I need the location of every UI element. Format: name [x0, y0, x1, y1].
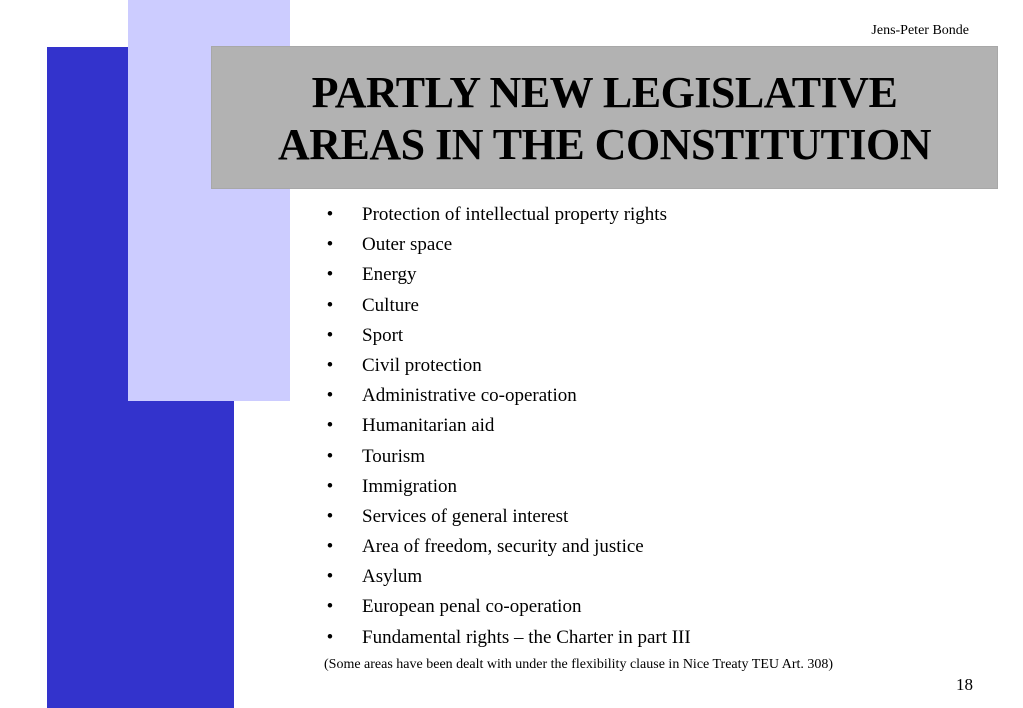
bullet-icon: • [326, 536, 334, 558]
list-item-text: Administrative co-operation [362, 385, 577, 407]
slide-title [212, 67, 997, 171]
bullet-icon: • [326, 264, 334, 286]
footnote: (Some areas have been dealt with under the flexibility clause in Nice Treaty TEU Art. 308) [324, 657, 834, 672]
list-item-text: Humanitarian aid [362, 415, 495, 437]
bullet-icon: • [326, 626, 334, 648]
list-item-text: Protection of intellectual property rights [362, 204, 667, 225]
list-item-text: European penal co-operation [362, 596, 582, 618]
list-item-text: Civil protection [362, 354, 482, 376]
bullet-icon: • [326, 204, 334, 225]
bullet-icon: • [326, 566, 334, 588]
bullet-icon: • [326, 445, 334, 467]
list-item-text: Services of general interest [362, 505, 569, 527]
slide-title-line-2: AREAS IN THE CONSTITUTION [278, 120, 931, 169]
list-item-text: Outer space [362, 234, 453, 256]
bullet-icon: • [326, 234, 334, 256]
bullet-icon: • [326, 596, 334, 618]
list-item-text: Asylum [362, 566, 423, 588]
bullet-icon: • [326, 475, 334, 497]
bullet-icon: • [326, 354, 334, 376]
list-item-text: Energy [362, 264, 417, 286]
bullet-icon: • [326, 385, 334, 407]
title-box [212, 47, 997, 188]
bullet-icon: • [326, 505, 334, 527]
bullet-icon: • [326, 294, 334, 316]
list-item-text: Sport [362, 324, 404, 346]
slide-title-line-1: PARTLY NEW LEGISLATIVE [311, 68, 898, 117]
list-item-text: Fundamental rights – the Charter in part III [362, 626, 691, 648]
list-item-text: Culture [362, 294, 419, 316]
page-number: 18 [956, 675, 973, 694]
list-item-text: Tourism [362, 445, 426, 467]
list-item-text: Immigration [362, 475, 457, 497]
bullet-icon: • [326, 415, 334, 437]
author-name: Jens-Peter Bonde [871, 23, 969, 38]
list-item-text: Area of freedom, security and justice [362, 536, 644, 558]
bullet-icon: • [326, 324, 334, 346]
